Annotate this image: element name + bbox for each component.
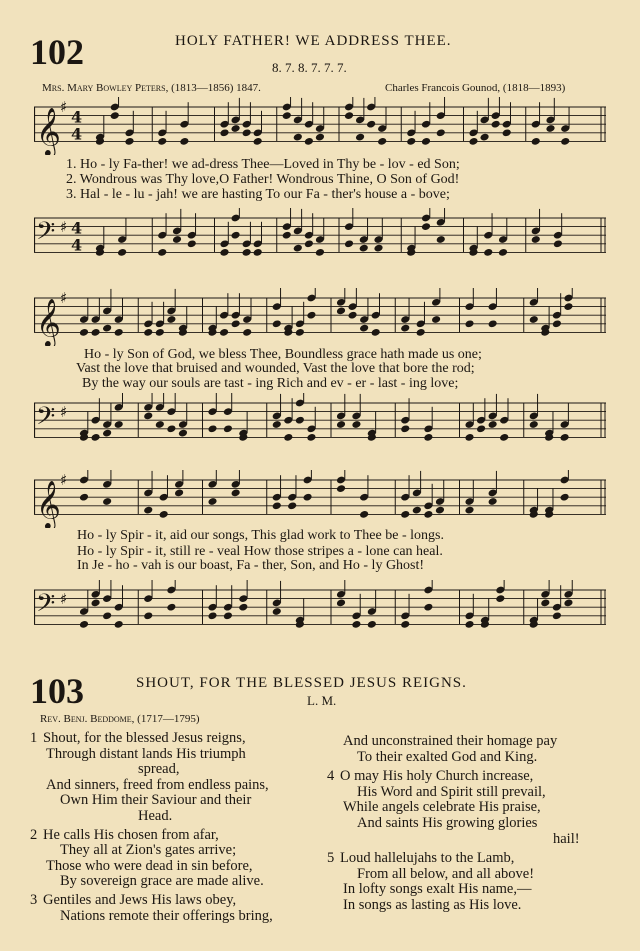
treble-clef-icon: 𝄞	[36, 479, 61, 528]
music-system-1-bass	[34, 208, 608, 266]
verse-line: 4 O may His holy Church increase,	[327, 768, 534, 785]
author-credit	[42, 82, 261, 94]
hymn-title: SHOUT, FOR THE BLESSED JESUS REIGNS.	[136, 675, 467, 691]
treble-staff	[34, 97, 608, 155]
music-system-3-treble	[34, 470, 608, 528]
sharp-icon: ♯	[60, 471, 68, 490]
svg-text:4: 4	[71, 218, 83, 238]
author-dates: , (1813—1856) 1847.	[165, 82, 261, 94]
lyric-line: By the way our souls are tast - ing Rich and ev - er - last - ing love;	[82, 376, 459, 391]
music-system-2-bass	[34, 393, 608, 451]
lyric-line: Vast the love that bruised and wounded, Vast the love that bore the rod;	[76, 361, 475, 376]
hymn-title: HOLY FATHER! WE ADDRESS THEE.	[175, 33, 452, 49]
music-system-1-treble	[34, 97, 608, 155]
sharp-icon: ♯	[60, 289, 68, 308]
verse-column-left	[30, 731, 330, 924]
verse-number: 4	[327, 768, 335, 785]
verse-line: spread,	[138, 761, 180, 778]
treble-staff	[34, 470, 608, 528]
verse-number: 2	[30, 826, 38, 843]
hymn-meter: 8. 7. 8. 7. 7. 7.	[272, 60, 347, 75]
sharp-icon: ♯	[60, 589, 68, 608]
bass-clef-icon: 𝄢	[36, 588, 56, 624]
author-name: Mrs. Mary Bowley Peters	[42, 82, 166, 94]
verse-column-right	[327, 734, 627, 914]
author-dates: , (1717—1795)	[131, 713, 200, 725]
svg-text:4: 4	[71, 107, 83, 127]
bass-staff	[34, 580, 608, 638]
author-name: Rev. Benj. Beddome	[40, 713, 132, 725]
lyric-line: In Je - ho - vah is our boast, Fa - ther, Son, and Ho - ly Ghost!	[77, 558, 425, 573]
verse-line: To their exalted God and King.	[357, 748, 538, 765]
verse-line: Nations remote their offerings bring,	[60, 907, 273, 924]
lyric-line: Ho - ly Son of God, we bless Thee, Boundless grace hath made us one;	[84, 347, 482, 362]
verse-line: And saints His growing glories	[357, 814, 538, 831]
composer-credit: Charles Francois Gounod, (1818—1893)	[385, 82, 566, 94]
treble-clef-icon: 𝄞	[36, 297, 61, 346]
lyric-line: Ho - ly Spir - it, still re - veal How those stripes a - lone can heal.	[77, 544, 443, 559]
author-credit	[40, 713, 200, 725]
hymn-meter: L. M.	[307, 693, 337, 708]
hymn-number: 103	[30, 671, 84, 711]
hymn-number: 102	[30, 32, 84, 72]
verse-line: Those who were dead in sin before,	[46, 857, 253, 874]
verse-line: His Word and Spirit still prevail,	[357, 783, 546, 800]
verse-line: Head.	[138, 807, 173, 824]
music-system-3-bass	[34, 580, 608, 638]
verse-line: hail!	[553, 830, 580, 847]
bass-clef-icon: 𝄢	[36, 401, 56, 437]
verse-line: In lofty songs exalt His name,—	[343, 881, 532, 898]
lyric-line: Ho - ly Spir - it, aid our songs, This glad work to Thee be - longs.	[77, 528, 444, 543]
lyric-line: 1. Ho - ly Fa-ther! we ad-dress Thee—Loved in Thy be - lov - ed Son;	[66, 157, 460, 172]
verse-number: 1	[30, 730, 38, 746]
verse-line: From all below, and all above!	[357, 865, 535, 882]
verse-line: They all at Zion's gates arrive;	[60, 842, 237, 859]
verse-line: Own Him their Saviour and their	[60, 792, 252, 809]
verse-line: And unconstrained their homage pay	[343, 733, 558, 749]
verse-number: 5	[327, 850, 335, 867]
verse-line: 2 He calls His chosen from afar,	[30, 826, 219, 843]
sharp-icon: ♯	[60, 402, 68, 421]
verse-line: 3 Gentiles and Jews His laws obey,	[30, 891, 237, 908]
treble-clef-icon: 𝄞	[36, 106, 61, 155]
lyric-line: 2. Wondrous was Thy love,O Father! Wondrous Thine, O Son of God!	[66, 172, 460, 187]
sharp-icon: ♯	[60, 98, 68, 117]
treble-staff	[34, 288, 608, 346]
sharp-icon: ♯	[60, 217, 68, 236]
verse-line: In songs as lasting as His love.	[343, 896, 522, 913]
bass-clef-icon: 𝄢	[36, 216, 56, 252]
verse-line: 1 Shout, for the blessed Jesus reigns,	[30, 730, 246, 746]
verse-line: While angels celebrate His praise,	[343, 799, 541, 816]
verse-line: Through distant lands His triumph	[46, 745, 246, 762]
svg-text:4: 4	[71, 124, 83, 144]
lyric-line: 3. Hal - le - lu - jah! we are hasting To our Fa - ther's house a - bove;	[66, 187, 450, 202]
bass-staff	[34, 393, 608, 451]
svg-text:4: 4	[71, 235, 83, 255]
music-system-2-treble	[34, 288, 608, 346]
verse-number: 3	[30, 891, 38, 908]
verse-line: And sinners, freed from endless pains,	[46, 776, 269, 793]
verse-line: By sovereign grace are made alive.	[60, 873, 264, 890]
bass-staff	[34, 208, 608, 266]
verse-line: 5 Loud hallelujahs to the Lamb,	[327, 850, 515, 867]
